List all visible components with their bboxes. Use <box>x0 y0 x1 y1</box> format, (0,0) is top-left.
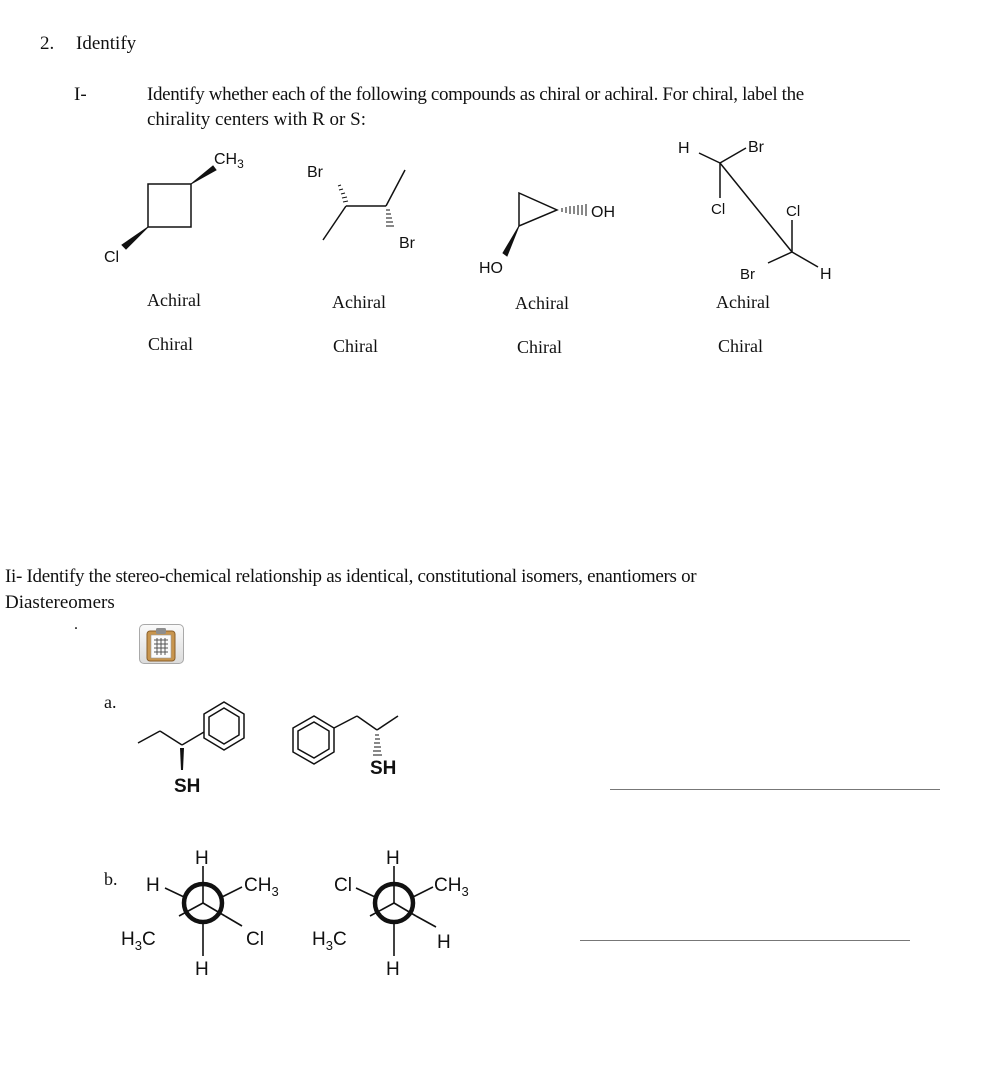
item-b-left-h3c: $H_3C$ <box>121 929 156 953</box>
item-a-left-sh: SH <box>174 776 201 797</box>
compound4-h-top: H <box>678 140 690 157</box>
compound2-br-bottom: Br <box>399 235 415 252</box>
item-a-right-structure <box>293 716 398 764</box>
compound3-oh: OH <box>591 204 615 221</box>
compound3-chiral-option[interactable]: Chiral <box>517 337 562 357</box>
compound4-h-bottom: H <box>820 266 832 283</box>
item-b-left-ch3: $CH_3$ <box>244 875 279 899</box>
compound2-achiral-option[interactable]: Achiral <box>332 292 386 312</box>
item-b-left-newman <box>165 866 242 956</box>
compound1-cl: Cl <box>104 249 120 266</box>
item-a-right-sh: SH <box>370 758 397 779</box>
compound4-chiral-option[interactable]: Chiral <box>718 336 763 356</box>
item-b-right-h-top: H <box>386 848 400 869</box>
item-b-left-h-top: H <box>195 848 209 869</box>
compound1-chiral-option[interactable]: Chiral <box>148 334 193 354</box>
wedge-bond-ho <box>503 226 519 256</box>
compound2-br-top: Br <box>307 164 323 181</box>
part1-instruction-line2: chirality centers with R or S: <box>147 109 366 130</box>
item-b-left-h-left: H <box>146 875 160 896</box>
item-a-left-structure <box>138 702 244 770</box>
item-b-right-h-right: H <box>437 932 451 953</box>
bullet-dot: . <box>74 616 78 633</box>
hashed-bond-br-bottom <box>386 210 394 226</box>
item-b-right-newman <box>356 866 436 956</box>
hashed-bond-sh <box>373 735 382 755</box>
compound2-chiral-option[interactable]: Chiral <box>333 336 378 356</box>
hashed-bond-oh <box>562 204 586 216</box>
item-b-left-cl: Cl <box>246 929 264 950</box>
compound3-ho: HO <box>479 260 503 277</box>
question-title: Identify <box>76 33 137 54</box>
item-b-right-ch3: $CH_3$ <box>434 875 469 899</box>
item-b-left-h-bottom: H <box>195 959 209 980</box>
compound4-br-bottom: Br <box>740 266 755 283</box>
compound3-achiral-option[interactable]: Achiral <box>515 293 569 313</box>
wedge-bond-ch3 <box>191 166 216 184</box>
compound1-achiral-option[interactable]: Achiral <box>147 290 201 310</box>
part1-instruction-line1: Identify whether each of the following compounds as chiral or achiral. For chiral, label the <box>147 84 804 105</box>
compound1-structure <box>122 166 216 249</box>
part1-label: I- <box>74 84 87 105</box>
compound4-br-top: Br <box>748 139 764 156</box>
item-b-right-h3c: $H_3C$ <box>312 929 347 953</box>
wedge-bond-cl <box>122 227 148 249</box>
hashed-bond-br-top <box>338 185 348 202</box>
item-b-right-cl: Cl <box>334 875 352 896</box>
part2-instruction-line1: Ii- Identify the stereo-chemical relationship as identical, constitutional isomers, enantiomers or <box>5 566 697 587</box>
compound1-ch3: $CH_3$ <box>214 151 244 171</box>
compound3-structure <box>503 193 586 256</box>
cyclopropane-ring <box>519 193 557 226</box>
compound2-structure <box>323 170 405 240</box>
item-b-label: b. <box>104 869 118 889</box>
compound4-cl-right: Cl <box>786 203 801 220</box>
compound4-cl-left: Cl <box>711 201 726 218</box>
part2-instruction-line2: Diastereomers <box>5 592 115 613</box>
question-number: 2. <box>40 33 55 54</box>
compound4-achiral-option[interactable]: Achiral <box>716 292 770 312</box>
item-b-right-h-bottom: H <box>386 959 400 980</box>
cyclobutane-ring <box>148 184 191 227</box>
item-a-label: a. <box>104 692 117 712</box>
